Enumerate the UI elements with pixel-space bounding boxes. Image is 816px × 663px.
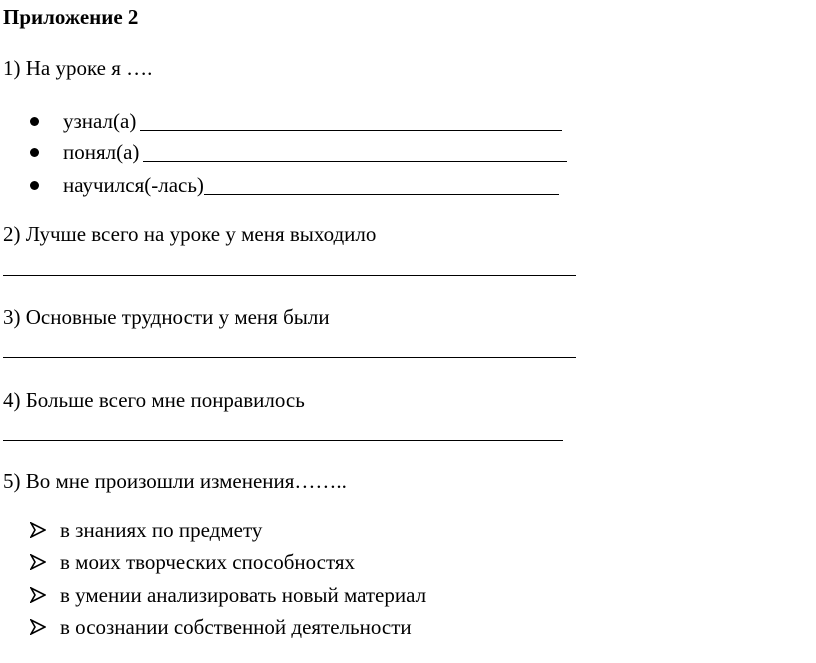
question-4: 4) Больше всего мне понравилось bbox=[3, 388, 305, 412]
question-3: 3) Основные трудности у меня были bbox=[3, 305, 330, 329]
question-1: 1) На уроке я …. bbox=[3, 56, 153, 80]
q5-list-item bbox=[28, 614, 412, 640]
q1-item-label: понял(а) bbox=[63, 140, 140, 164]
arrowhead-icon bbox=[30, 554, 60, 570]
answer-line[interactable] bbox=[3, 440, 563, 441]
q1-list-item bbox=[28, 139, 567, 165]
answer-line[interactable] bbox=[204, 194, 559, 195]
q1-list-item bbox=[28, 108, 562, 134]
answer-line[interactable] bbox=[3, 275, 576, 276]
q5-item-label: в умении анализировать новый материал bbox=[60, 583, 427, 607]
question-5: 5) Во мне произошли изменения…….. bbox=[3, 469, 347, 493]
q5-item-label: в осознании собственной деятельности bbox=[60, 615, 412, 639]
q1-item-label: научился(-лась) bbox=[63, 173, 204, 197]
question-2: 2) Лучше всего на уроке у меня выходило bbox=[3, 222, 377, 246]
q5-list-item bbox=[28, 517, 262, 543]
bullet-dot-icon bbox=[30, 148, 39, 157]
bullet-dot-icon bbox=[30, 117, 39, 126]
answer-line[interactable] bbox=[140, 130, 562, 131]
answer-line[interactable] bbox=[143, 161, 567, 162]
q5-item-label: в моих творческих способностях bbox=[60, 550, 356, 574]
q1-list-item bbox=[28, 172, 559, 198]
q5-list-item bbox=[28, 549, 355, 575]
arrowhead-icon bbox=[30, 619, 60, 635]
q5-list-item bbox=[28, 582, 426, 608]
arrowhead-icon bbox=[30, 522, 60, 538]
arrowhead-icon bbox=[30, 587, 60, 603]
q1-item-label: узнал(а) bbox=[63, 109, 137, 133]
appendix-title: Приложение 2 bbox=[3, 5, 139, 29]
bullet-dot-icon bbox=[30, 181, 39, 190]
q5-item-label: в знаниях по предмету bbox=[60, 518, 263, 542]
answer-line[interactable] bbox=[3, 357, 576, 358]
